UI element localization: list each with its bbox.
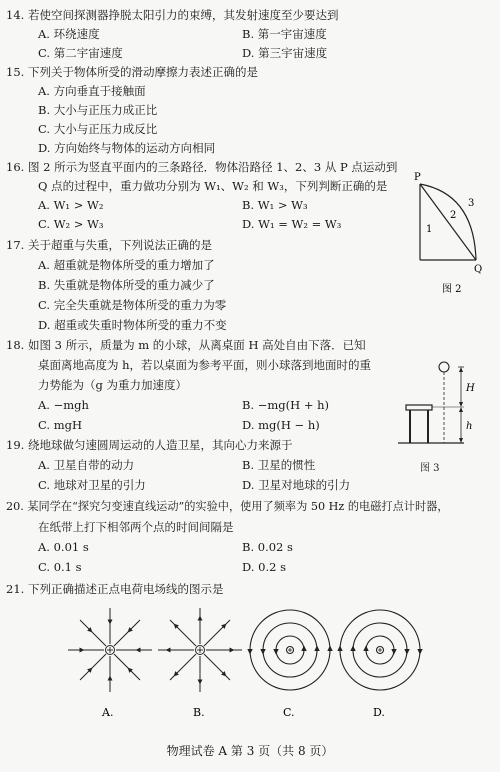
figure-b-radial-outward <box>158 608 242 692</box>
q17-option-d: D. 超重或失重时物体所受的重力不变 <box>38 318 227 332</box>
q20-option-a: A. 0.01 s <box>38 540 89 554</box>
q14-option-c: C. 第二宇宙速度 <box>38 46 123 60</box>
q18-stem-line2: 桌面离地高度为 h，若以桌面为参考平面，则小球落到地面时的重 <box>38 358 372 372</box>
q20-option-b: B. 0.02 s <box>242 540 293 554</box>
q18-option-a: A. −mgh <box>38 398 89 412</box>
fig3-caption: 图 3 <box>420 463 440 474</box>
q20-stem-line2: 在纸带上打下相邻两个点的时间间隔是 <box>38 520 234 534</box>
fig2-label-3: 3 <box>468 198 475 209</box>
fig2-label-1: 1 <box>426 224 433 235</box>
q15-option-b: B. 大小与正压力成正比 <box>38 103 158 117</box>
figure-d-label: D. <box>373 706 385 719</box>
q19-option-b: B. 卫星的惯性 <box>242 458 316 472</box>
q21-field-line-figures <box>0 600 500 728</box>
q17-option-c: C. 完全失重就是物体所受的重力为零 <box>38 298 227 312</box>
q16-stem-line2: Q 点的过程中，重力做功分别为 W₁、W₂ 和 W₃，下列判断正确的是 <box>38 179 388 193</box>
q18-stem-line1: 18. 如图 3 所示，质量为 m 的小球，从离桌面 H 高处自由下落．已知 <box>6 338 366 352</box>
q15-stem: 15. 下列关于物体所受的滑动摩擦力表述正确的是 <box>6 65 258 79</box>
q16-stem-line1: 16. 图 2 所示为竖直平面内的三条路径．物体沿路径 1、2、3 从 P 点运动到 <box>6 160 398 174</box>
q15-option-c: C. 大小与正压力成反比 <box>38 122 158 136</box>
q16-option-a: A. W₁ > W₂ <box>38 198 104 212</box>
q18-option-c: C. mgH <box>38 418 82 432</box>
q18-option-d: D. mg(H − h) <box>242 418 320 432</box>
q17-option-b: B. 失重就是物体所受的重力减少了 <box>38 278 215 292</box>
q17-option-a: A. 超重就是物体所受的重力增加了 <box>38 258 215 272</box>
q14-stem: 14. 若使空间探测器挣脱太阳引力的束缚，其发射速度至少要达到 <box>6 8 339 22</box>
q16-option-d: D. W₁ = W₂ = W₃ <box>242 217 342 231</box>
q19-option-d: D. 卫星对地球的引力 <box>242 478 351 492</box>
q15-option-a: A. 方向垂直于接触面 <box>38 84 146 98</box>
q20-option-d: D. 0.2 s <box>242 560 286 574</box>
q14-option-a: A. 环绕速度 <box>38 27 100 41</box>
figure-3-diagram <box>392 355 498 455</box>
figure-a-label: A. <box>102 706 114 719</box>
q18-option-b: B. −mg(H + h) <box>242 398 330 412</box>
figure-c-label: C. <box>283 706 295 719</box>
q15-option-d: D. 方向始终与物体的运动方向相同 <box>38 141 216 155</box>
q18-stem-line3: 力势能为（g 为重力加速度） <box>38 378 188 392</box>
q19-stem: 19. 绕地球做匀速圆周运动的人造卫星，其向心力来源于 <box>6 438 293 452</box>
fig2-label-2: 2 <box>450 210 457 221</box>
page-footer: 物理试卷 A 第 3 页（共 8 页） <box>166 744 334 758</box>
fig3-label-h: h <box>466 421 473 432</box>
figure-b-label: B. <box>193 706 205 719</box>
figure-a-radial-inward <box>68 608 152 692</box>
figure-2-diagram <box>412 160 498 300</box>
q14-option-d: D. 第三宇宙速度 <box>242 46 328 60</box>
fig2-label-p: P <box>414 172 421 183</box>
q16-option-c: C. W₂ > W₃ <box>38 217 104 231</box>
q19-option-c: C. 地球对卫星的引力 <box>38 478 146 492</box>
fig2-label-q: Q <box>474 264 483 275</box>
fig3-table-top <box>406 405 432 410</box>
fig3-label-H: H <box>466 383 475 394</box>
q20-option-c: C. 0.1 s <box>38 560 82 574</box>
fig3-ball <box>439 362 449 372</box>
figure-c-concentric <box>250 610 330 690</box>
q19-option-a: A. 卫星自带的动力 <box>38 458 135 472</box>
q17-stem: 17. 关于超重与失重，下列说法正确的是 <box>6 238 212 252</box>
figure-d-concentric <box>340 610 420 690</box>
q20-stem-line1: 20. 某同学在“探究匀变速直线运动”的实验中，使用了频率为 50 Hz 的电磁打点计时器， <box>6 500 449 513</box>
q14-option-b: B. 第一宇宙速度 <box>242 27 327 41</box>
q16-option-b: B. W₁ > W₃ <box>242 198 308 212</box>
q21-stem: 21. 下列正确描述正点电荷电场线的图示是 <box>6 582 224 596</box>
fig2-caption: 图 2 <box>442 284 462 295</box>
